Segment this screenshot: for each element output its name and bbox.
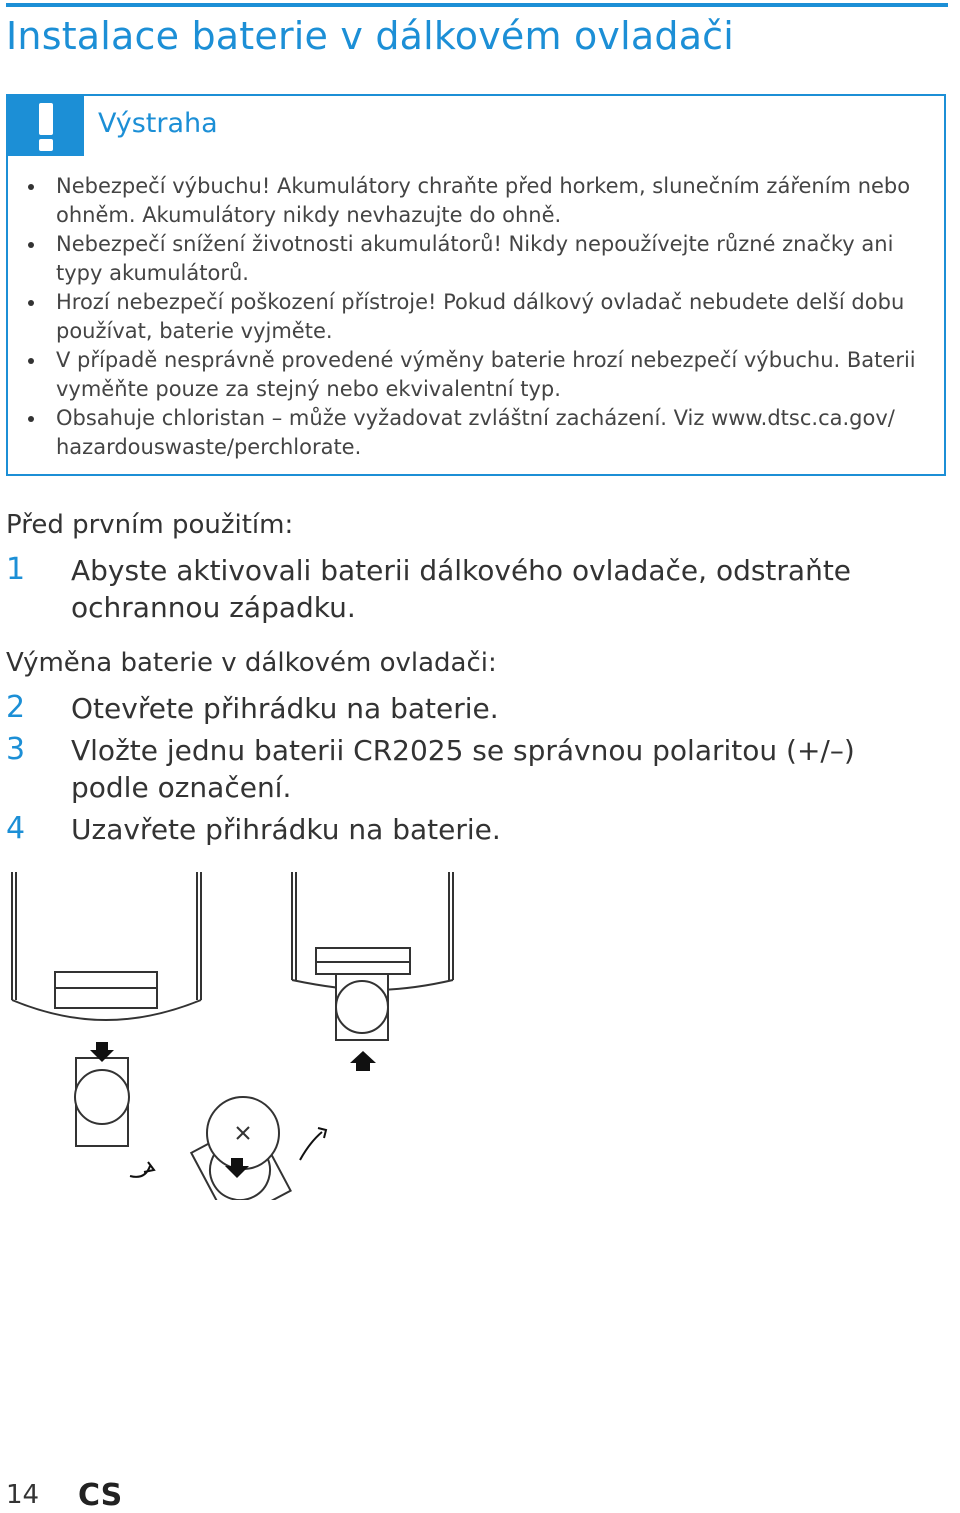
warning-heading: Výstraha [98,108,218,139]
bullet-icon [28,300,34,306]
warning-item: V případě nesprávně provedené výměny baterie hrozí nebezpečí výbuchu. Baterii vyměňte pouze za stejný nebo ekvivalentní typ. [26,346,931,404]
top-rule [6,3,948,7]
warning-box [6,94,946,476]
before-first-use-heading: Před prvním použitím: [6,510,294,540]
warning-item: Nebezpečí snížení životnosti akumulátorů! Nikdy nepoužívejte různé značky ani typy akumulátorů. [26,230,931,288]
bullet-icon [28,242,34,248]
step-3 [6,732,936,808]
remote-control-center [292,872,453,990]
bullet-icon [28,184,34,190]
warning-item: Obsahuje chloristan – může vyžadovat zvláštní zacházení. Viz www.dtsc.ca.gov/ hazardouswaste/perchlorate. [26,404,931,462]
language-code: CS [78,1478,123,1513]
step-number: 2 [6,690,26,725]
step-text: Vložte jednu baterii CR2025 se správnou polaritou (+/–) podle označení. [71,734,855,804]
step-4 [6,811,936,851]
page-number: 14 [6,1480,40,1510]
page-title: Instalace baterie v dálkovém ovladači [6,14,735,58]
step-text: Otevřete přihrádku na baterie. [71,692,499,725]
warning-exclamation-icon [8,96,84,156]
step-number: 4 [6,811,26,846]
replace-battery-heading: Výměna baterie v dálkovém ovladači: [6,648,497,678]
rotate-arrow-left-icon [130,1162,154,1177]
bullet-icon [28,416,34,422]
battery-tray-center [336,974,388,1040]
bullet-icon [28,358,34,364]
step-text: Abyste aktivovali baterii dálkového ovladače, odstraňte ochrannou západku. [71,554,852,624]
battery-tray-left [75,1058,129,1146]
rotate-arrow-right-icon [300,1128,326,1160]
step-number: 1 [6,552,26,587]
step-2 [6,690,936,730]
step-1 [6,552,936,628]
step-text: Uzavřete přihrádku na baterie. [71,813,501,846]
remote-control-left [12,872,201,1020]
warning-list [26,172,931,462]
arrow-up-icon [350,1051,376,1071]
warning-item: Nebezpečí výbuchu! Akumulátory chraňte před horkem, slunečním zářením nebo ohněm. Akumulátory nikdy nevhazujte do ohně. [26,172,931,230]
battery-replacement-illustration [0,870,960,1200]
step-number: 3 [6,732,26,767]
warning-item: Hrozí nebezpečí poškození přístroje! Pokud dálkový ovladač nebudete delší dobu používat, baterie vyjměte. [26,288,931,346]
